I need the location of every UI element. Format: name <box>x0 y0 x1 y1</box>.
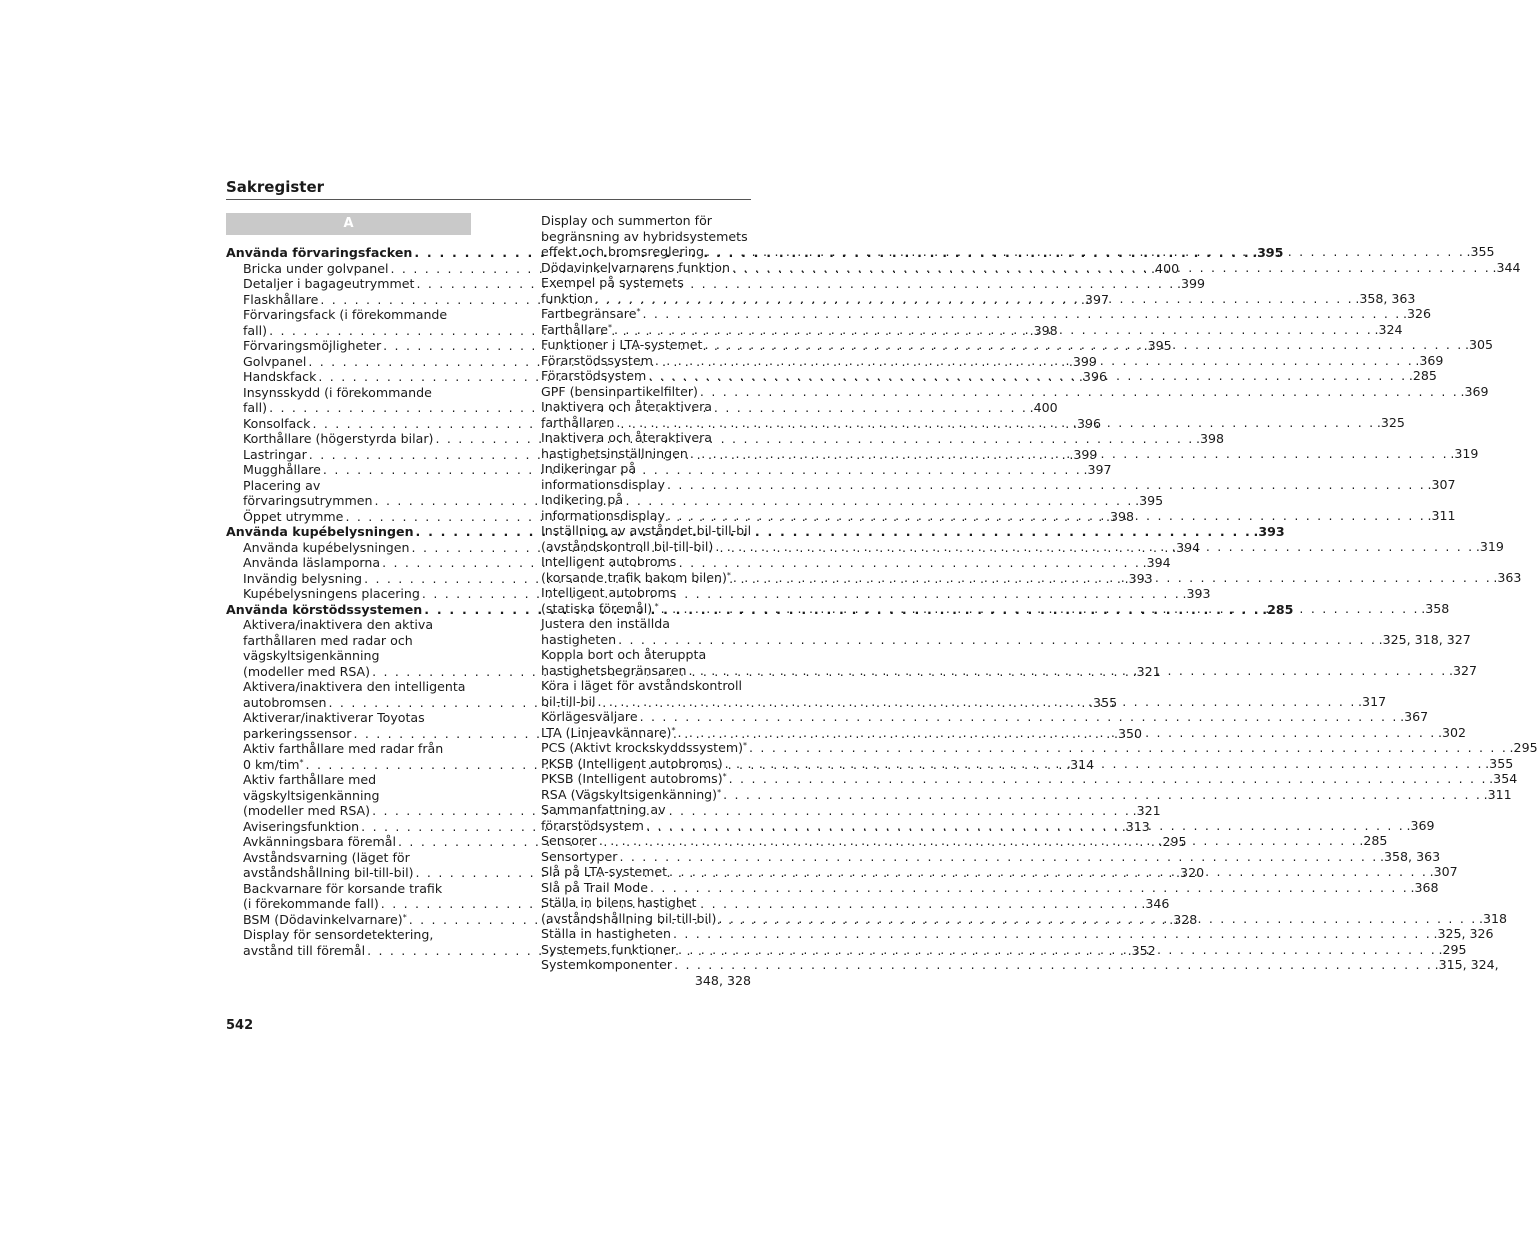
entry-page-ref: .367 <box>1400 709 1429 724</box>
entry-page-ref: .369 <box>1406 817 1435 833</box>
entry-page-ref: .358 <box>1421 600 1450 616</box>
entry-label <box>243 509 343 525</box>
dot-leader <box>688 446 1451 462</box>
entry-label <box>541 306 640 322</box>
entry-label-text: RSA (Vägskyltsigenkänning) <box>541 786 718 802</box>
dot-leader <box>730 260 1493 276</box>
entry-page-ref: .355 <box>1089 694 1118 710</box>
entry-label <box>541 663 686 679</box>
entry-page-ref: .307 <box>1427 476 1456 492</box>
entry-label-text: Systemkomponenter <box>541 957 673 972</box>
entry-page-ref: .355 <box>1485 755 1514 771</box>
entry-label-text: avståndshållning bil-till-bil) <box>243 865 414 880</box>
entry-label-text: Dödavinkelvarnarens funktion <box>541 259 730 275</box>
dot-leader <box>721 787 1484 803</box>
entry-page-ref: .327 <box>1448 662 1478 678</box>
entry-page-ref: .324 <box>1374 321 1403 337</box>
dot-leader <box>665 508 1428 524</box>
entry-page-ref: .352 <box>1127 942 1156 958</box>
entry-page-ref: .319 <box>1475 538 1504 554</box>
entry-label-text: Förvaringsmöjligheter <box>243 338 382 353</box>
entry-page-ref: .315, 324, <box>1434 957 1499 972</box>
dot-leader <box>617 849 1380 865</box>
entry-page-ref: .302 <box>1438 724 1467 740</box>
entry-page-ref: .358, 363 <box>1380 848 1441 864</box>
entry-page-ref: .394 <box>1142 555 1171 570</box>
index-sub-entry <box>524 631 1471 648</box>
entry-page-ref: .320 <box>1176 865 1205 880</box>
index-entry-text: Ställa in bilens hastighet <box>541 895 697 910</box>
entry-page-ref: .400 <box>1151 260 1180 276</box>
entry-label-text: Korthållare (högerstyrda bilar) <box>243 431 434 446</box>
index-entry-text: Inaktivera och återaktivera <box>541 399 712 414</box>
footnote-marker: * <box>717 787 722 797</box>
entry-label-text: bil-till-bil <box>541 693 596 709</box>
entry-page-ref: .317 <box>1358 693 1387 709</box>
entry-page-ref: .394 <box>1172 539 1201 555</box>
entry-label-text: Flaskhållare <box>243 291 319 307</box>
dot-leader <box>671 926 1434 942</box>
entry-page-ref: .325 <box>1376 414 1405 430</box>
entry-label-text: (statiska föremål) <box>541 600 653 616</box>
entry-label-text: Använda kupébelysningen <box>243 539 410 555</box>
entry-label <box>243 803 370 819</box>
entry-label <box>226 524 414 540</box>
entry-page-ref: .396 <box>1072 415 1102 431</box>
entry-label <box>541 818 644 834</box>
entry-label-text: LTA (Linjeavkännare) <box>541 724 672 740</box>
index-sub-entry <box>524 476 1456 493</box>
index-entry-text: Inaktivera och återaktivera <box>541 430 712 445</box>
entry-label-text: effekt och bromsreglering <box>541 244 704 259</box>
entry-page-ref: .399 <box>1177 276 1206 291</box>
footnote-marker: * <box>743 741 748 750</box>
entry-label <box>243 571 362 587</box>
entry-label-text: fall) <box>243 400 268 415</box>
entry-label <box>541 368 646 384</box>
entry-label <box>226 245 412 261</box>
entry-page-ref: .398 <box>1105 508 1135 524</box>
dot-leader <box>727 771 1490 787</box>
dot-leader <box>644 818 1407 834</box>
entry-label <box>243 555 380 571</box>
index-sub-entry <box>524 879 1439 896</box>
entry-label <box>541 601 659 617</box>
entry-label <box>243 695 327 711</box>
entry-page-ref: .355 <box>1466 244 1495 259</box>
entry-label <box>541 787 721 803</box>
dot-leader <box>667 864 1430 880</box>
entry-label <box>541 291 593 307</box>
entry-label <box>541 725 675 741</box>
entry-label-text: Bricka under golvpanel <box>243 260 389 276</box>
entry-label <box>243 447 307 463</box>
entry-label-text: Öppet utrymme <box>243 508 344 524</box>
entry-label-text: 0 km/tim <box>243 756 300 772</box>
entry-label <box>243 912 407 928</box>
index-entry-text: Justera den inställda <box>541 616 670 631</box>
entry-page-ref: .305 <box>1465 337 1494 352</box>
entry-label <box>243 400 267 416</box>
entry-page-ref: .321 <box>1132 663 1161 679</box>
dot-leader <box>640 306 1403 322</box>
entry-label <box>541 322 612 338</box>
dot-leader <box>653 353 1416 369</box>
entry-label <box>541 570 731 586</box>
dot-leader <box>676 942 1439 958</box>
index-entry-text: Aktivera/inaktivera den aktiva <box>243 617 434 632</box>
entry-label-text: Systemets funktioner <box>541 941 676 957</box>
entry-label <box>541 756 723 772</box>
dot-leader <box>612 322 1375 338</box>
entry-label-text: (i förekommande fall) <box>243 896 379 911</box>
index-entry-text: vägskyltsigenkänning <box>243 648 380 663</box>
entry-page-ref: .318 <box>1478 910 1507 926</box>
index-entry-page: 348, 328 <box>694 972 751 988</box>
index-entry-text: Indikeringar på <box>541 461 637 476</box>
dot-leader <box>704 244 1467 260</box>
index-entry-text: vägskyltsigenkänning <box>243 787 380 803</box>
index-entry-text: Förvaringsfack (i förekommande <box>243 307 448 322</box>
footnote-marker: * <box>726 570 731 580</box>
dot-leader <box>373 493 1136 509</box>
entry-label-text: Förarstödssystem <box>541 352 653 368</box>
entry-page-ref: .295 <box>1438 941 1467 957</box>
entry-label-text: Använda läslamporna <box>243 555 381 570</box>
dot-leader <box>597 833 1360 849</box>
index-sub-entry <box>524 786 1512 803</box>
entry-page-ref: .395 <box>1135 493 1164 508</box>
index-entry-text: Avståndsvarning (läget för <box>243 849 410 865</box>
index-entry-text: Aktiv farthållare med radar från <box>243 741 444 756</box>
entry-label-text: Fartbegränsare <box>541 306 637 321</box>
entry-label-text: Lastringar <box>243 446 307 462</box>
entry-label-text: fall) <box>243 322 268 338</box>
entry-label <box>243 586 420 602</box>
entry-label <box>541 957 672 973</box>
entry-label-text: BSM (Dödavinkelvarnare) <box>243 911 403 927</box>
entry-label <box>541 244 704 260</box>
entry-label <box>243 354 306 370</box>
entry-page-ref: .328 <box>1169 911 1198 927</box>
dot-leader <box>672 957 1435 973</box>
entry-page-ref: .285 <box>1262 601 1294 617</box>
index-entry-text: Insynsskydd (i förekommande <box>243 384 432 400</box>
entry-label <box>243 261 389 277</box>
entry-page-ref: .325, 318, 327 <box>1378 631 1471 647</box>
index-entry-text: Sammanfattning av <box>541 802 666 817</box>
entry-page-ref: .346 <box>1141 896 1170 911</box>
dot-leader <box>747 740 1510 756</box>
entry-label-text: autobromsen <box>243 694 327 710</box>
entry-label <box>541 911 716 927</box>
letter-heading: A <box>226 213 471 235</box>
index-sub-entry <box>524 926 1494 942</box>
entry-label-text: Ställa in hastigheten <box>541 926 671 941</box>
entry-page-ref: .285 <box>1408 368 1437 383</box>
index-entry-text: Display och summerton för <box>541 213 712 228</box>
entry-label <box>541 740 747 756</box>
entry-label-text: (korsande trafik bakom bilen) <box>541 569 727 585</box>
entry-label-text: (avståndskontroll bil-till-bil) <box>541 538 714 554</box>
index-entry-text: Aktiv farthållare med <box>243 772 377 787</box>
index-sub-entry <box>524 740 1538 756</box>
entry-label <box>243 338 381 354</box>
entry-label <box>541 880 648 896</box>
entry-label-text: Använda körstödssystemen <box>226 601 423 617</box>
index-entry-text: begränsning av hybridsystemets <box>541 228 748 244</box>
entry-label <box>243 540 410 556</box>
index-entry-text: Placering av <box>243 477 321 493</box>
header-divider <box>226 199 751 200</box>
entry-label <box>541 694 596 710</box>
entry-page-ref: .369 <box>1415 352 1444 368</box>
entry-label-text: Detaljer i bagageutrymmet <box>243 276 415 291</box>
entry-label <box>243 369 316 385</box>
dot-leader <box>675 725 1438 741</box>
entry-label <box>541 849 617 865</box>
entry-page-ref: .285 <box>1359 833 1388 848</box>
index-entry-text: Inställning av avståndet bil-till-bil <box>541 523 752 538</box>
entry-label-text: Körlägesväljare <box>541 709 638 724</box>
entry-label-text: Sensorer <box>541 833 597 848</box>
footnote-marker: * <box>402 912 407 922</box>
index-entry-text: Koppla bort och återuppta <box>541 647 707 662</box>
index-entry-text: Aktivera/inaktivera den intelligenta <box>243 679 466 694</box>
index-entry-text: Intelligent autobroms <box>541 585 677 600</box>
entry-label-text: farthållaren <box>541 414 615 430</box>
entry-label-text: PCS (Aktivt krockskyddssystem) <box>541 740 744 755</box>
entry-page-ref: .326 <box>1403 306 1432 321</box>
dot-leader <box>379 896 1142 912</box>
entry-page-ref: .368 <box>1410 879 1439 895</box>
entry-label <box>243 943 365 959</box>
dot-leader <box>646 368 1409 384</box>
page-title: Sakregister <box>226 178 325 196</box>
entry-label-text: Mugghållare <box>243 462 321 477</box>
entry-label <box>243 416 310 432</box>
entry-page-ref: .319 <box>1450 445 1479 461</box>
entry-page-ref: .295 <box>1509 740 1538 755</box>
entry-label-text: Handskfack <box>243 369 317 384</box>
entry-label-text: Slå på Trail Mode <box>541 879 648 895</box>
entry-page-ref: .396 <box>1078 369 1107 384</box>
dot-leader <box>616 632 1379 648</box>
entry-label-text: informationsdisplay <box>541 476 665 492</box>
dot-leader <box>698 384 1461 400</box>
entry-page-ref: .393 <box>1124 570 1153 586</box>
entry-page-ref: .395 <box>1143 338 1172 353</box>
entry-label <box>243 276 414 292</box>
entry-label <box>541 446 688 462</box>
entry-page-ref: .397 <box>1080 291 1109 307</box>
entry-label <box>541 337 702 353</box>
entry-label-text: GPF (bensinpartikelfilter) <box>541 383 698 399</box>
index-entry-text: farthållaren med radar och <box>243 632 413 648</box>
index-sub-entry <box>524 848 1441 865</box>
entry-label <box>226 602 422 618</box>
entry-page-ref: .393 <box>1182 586 1211 601</box>
entry-label <box>243 493 373 509</box>
dot-leader <box>659 601 1422 617</box>
dot-leader <box>713 539 1476 555</box>
entry-label-text: Avkänningsbara föremål <box>243 834 396 849</box>
index-sub-entry <box>524 383 1489 400</box>
entry-page-ref: .397 <box>1083 462 1112 477</box>
entry-label-text: Använda kupébelysningen <box>226 524 414 539</box>
entry-page-ref: .395 <box>1252 245 1284 260</box>
entry-page-ref: .295 <box>1158 834 1187 849</box>
entry-page-ref: .400 <box>1029 400 1058 415</box>
entry-page-ref: .363 <box>1493 569 1522 585</box>
index-sub-entry <box>524 306 1432 322</box>
footnote-marker: * <box>636 307 641 316</box>
entry-label <box>541 539 713 555</box>
page-number: 542 <box>226 1018 254 1033</box>
entry-label-text: förarstödsystem <box>541 817 644 833</box>
entry-label-text: funktion <box>541 290 593 306</box>
entry-page-ref: .393 <box>1253 524 1285 539</box>
entry-label-text: Sensortyper <box>541 848 618 864</box>
dot-leader <box>380 555 1143 571</box>
entry-label <box>541 632 616 648</box>
entry-page-ref: .398 <box>1029 322 1058 338</box>
dot-leader <box>723 756 1486 772</box>
entry-label <box>541 508 665 524</box>
entry-page-ref: .358, 363 <box>1355 290 1416 306</box>
entry-label-text: (avståndshållning bil-till-bil) <box>541 910 717 926</box>
index-entry-text: Exempel på systemets <box>541 275 684 290</box>
entry-label-text: (modeller med RSA) <box>243 663 371 679</box>
entry-label <box>243 323 267 339</box>
entry-label-text: förvaringsutrymmen <box>243 493 373 508</box>
entry-page-ref: .399 <box>1069 446 1098 462</box>
entry-page-ref: .369 <box>1460 383 1489 399</box>
entry-label <box>541 260 730 276</box>
entry-label-text: Aviseringsfunktion <box>243 818 360 834</box>
index-entry-text: Köra i läget för avståndskontroll <box>541 678 742 693</box>
dot-leader <box>731 570 1494 586</box>
entry-label <box>541 864 667 880</box>
entry-label-text: PKSB (Intelligent autobroms) <box>541 771 723 786</box>
dot-leader <box>716 911 1479 927</box>
entry-label-text: hastighetsbegränsaren <box>541 662 687 678</box>
entry-label <box>243 726 351 742</box>
dot-leader <box>596 694 1359 710</box>
dot-leader <box>614 415 1377 431</box>
entry-label-text: (modeller med RSA) <box>243 803 371 818</box>
index-sub-entry <box>524 957 1499 973</box>
entry-label <box>541 477 665 493</box>
dot-leader <box>593 291 1356 307</box>
index-entry-text: Backvarnare för korsande trafik <box>243 880 443 896</box>
entry-label <box>541 926 671 942</box>
entry-label <box>243 896 379 912</box>
entry-label-text: Förarstödsystem <box>541 368 647 383</box>
entry-page-ref: .350 <box>1113 725 1143 741</box>
entry-label <box>541 415 614 431</box>
dot-leader <box>686 663 1449 679</box>
entry-label <box>541 942 676 958</box>
entry-page-ref: .313 <box>1121 818 1150 834</box>
entry-label-text: hastighetsinställningen <box>541 445 688 461</box>
dot-leader <box>702 337 1465 353</box>
dot-leader <box>370 803 1133 819</box>
entry-page-ref: .399 <box>1068 353 1097 369</box>
entry-page-ref: .311 <box>1427 507 1456 523</box>
entry-label-text: Farthållare <box>541 321 608 337</box>
entry-label <box>541 833 597 849</box>
entry-label <box>541 709 638 725</box>
entry-label <box>243 819 359 835</box>
dot-leader <box>648 880 1411 896</box>
entry-label-text: Konsolfack <box>243 415 311 431</box>
entry-label <box>541 771 727 787</box>
entry-label-text: avstånd till föremål <box>243 942 366 958</box>
footnote-marker: * <box>652 601 659 611</box>
footnote-marker: * <box>607 322 612 332</box>
index-entry-text: Indikering på <box>541 492 624 507</box>
entry-label-text: informationsdisplay <box>541 507 665 523</box>
entry-page-ref: .311 <box>1483 786 1512 802</box>
entry-label-text: Golvpanel <box>243 353 307 369</box>
index-sub-entry <box>524 771 1518 787</box>
entry-page-ref: .344 <box>1492 259 1521 275</box>
footnote-marker: * <box>722 772 727 781</box>
entry-label <box>243 757 304 773</box>
entry-label <box>243 664 370 680</box>
entry-page-ref: .325, 326 <box>1433 926 1494 941</box>
entry-label-text: Kupébelysningens placering <box>243 586 420 601</box>
entry-label-text: Invändig belysning <box>243 570 363 586</box>
entry-label <box>541 353 653 369</box>
entry-page-ref: .307 <box>1429 864 1458 879</box>
index-entry-text: Intelligent autobroms <box>541 554 677 569</box>
entry-label-text: Slå på LTA-systemet <box>541 864 668 879</box>
dot-leader <box>665 477 1428 493</box>
dot-leader <box>638 709 1401 725</box>
index-sub-entry <box>524 709 1429 725</box>
entry-label <box>243 462 321 478</box>
index-entry-text: Aktiverar/inaktiverar Toyotas <box>243 710 425 725</box>
entry-page-ref: .398 <box>1196 431 1225 446</box>
entry-page-ref: .354 <box>1489 771 1518 786</box>
footnote-marker: * <box>299 757 304 767</box>
entry-page-ref: .321 <box>1132 803 1161 818</box>
entry-label-text: Använda förvaringsfacken <box>226 245 413 260</box>
index-entry-text: Display för sensordetektering, <box>243 927 434 942</box>
entry-label <box>243 292 318 308</box>
entry-label-text: hastigheten <box>541 631 617 647</box>
entry-label-text: Funktioner i LTA-systemet <box>541 337 703 352</box>
footnote-marker: * <box>671 725 676 735</box>
entry-label <box>541 384 698 400</box>
entry-label-text: parkeringssensor <box>243 725 352 741</box>
entry-page-ref: .314 <box>1066 756 1095 772</box>
entry-label <box>243 431 433 447</box>
entry-label-text: PKSB (Intelligent autobroms) <box>541 755 723 771</box>
entry-label <box>243 865 414 881</box>
entry-label <box>243 834 396 850</box>
